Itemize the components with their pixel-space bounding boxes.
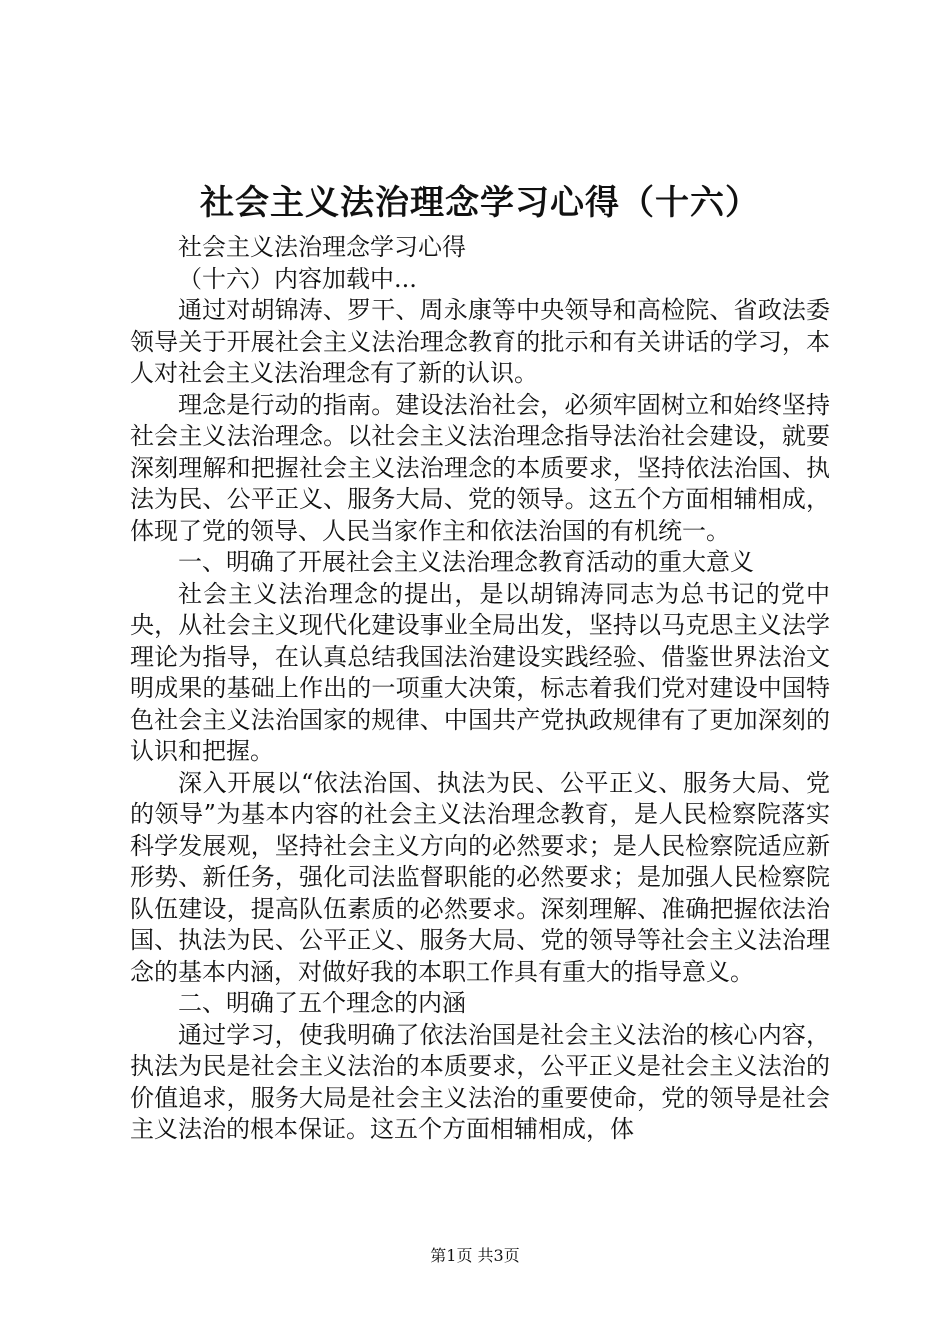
paragraph: 理念是行动的指南。建设法治社会，必须牢固树立和始终坚持社会主义法治理念。以社会主义法治理念指导法治社会建设，就要深刻理解和把握社会主义法治理念的本质要求，坚持依法治国、执法为民、公平正义、服务大局、党的领导。这五个方面相辅相成，体现了党的领导、人民当家作主和依法治国的有机统一。 [130,390,830,545]
paragraph: 通过对胡锦涛、罗干、周永康等中央领导和高检院、省政法委领导关于开展社会主义法治理念教育的批示和有关讲话的学习，本人对社会主义法治理念有了新的认识。 [130,296,830,387]
paragraph: 通过学习，使我明确了依法治国是社会主义法治的核心内容，执法为民是社会主义法治的本质要求，公平正义是社会主义法治的价值追求，服务大局是社会主义法治的重要使命，党的领导是社会主义法治的根本保证。这五个方面相辅相成，体 [130,1020,830,1143]
document-title: 社会主义法治理念学习心得（十六） [200,183,760,223]
section-heading: 一、明确了开展社会主义法治理念教育活动的重大意义 [178,548,754,576]
paragraph: 深入开展以“依法治国、执法为民、公平正义、服务大局、党的领导”为基本内容的社会主义法治理念教育，是人民检察院落实科学发展观，坚持社会主义方向的必然要求；是人民检察院适应新形势、新任务，强化司法监督职能的必然要求；是加强人民检察院队伍建设，提高队伍素质的必然要求。深刻理解、准确把握依法治国、执法为民、公平正义、服务大局、党的领导等社会主义法治理念的基本内涵，对做好我的本职工作具有重大的指导意义。 [130,768,830,986]
document-body [130,232,830,1146]
paragraph: 社会主义法治理念的提出，是以胡锦涛同志为总书记的党中央，从社会主义现代化建设事业全局出发，坚持以马克思主义法学理论为指导，在认真总结我国法治建设实践经验、借鉴世界法治文明成果的基础上作出的一项重大决策，标志着我们党对建设中国特色社会主义法治国家的规律、中国共产党执政规律有了更加深刻的认识和把握。 [130,579,830,765]
paragraph: 社会主义法治理念学习心得 [178,233,466,261]
document-page [130,0,830,1344]
paragraph: （十六）内容加载中... [178,264,417,293]
section-heading: 二、明确了五个理念的内涵 [178,989,466,1017]
page-footer: 第1页 共3页 [430,1246,520,1265]
